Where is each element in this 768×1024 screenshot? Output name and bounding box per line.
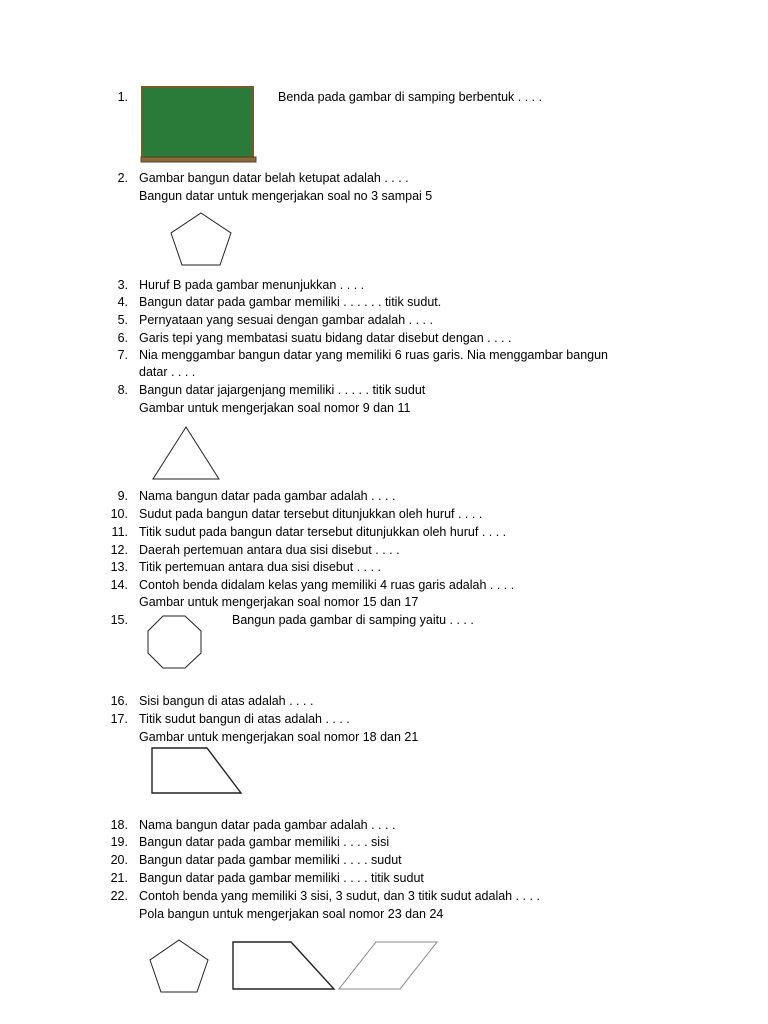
- question-text: Pernyataan yang sesuai dengan gambar adalah . . . .: [139, 313, 433, 327]
- question-number: 19.: [110, 835, 128, 849]
- blackboard-figure: [141, 86, 256, 163]
- question-text: Nama bangun datar pada gambar adalah . . . .: [139, 818, 396, 832]
- question-text: Nama bangun datar pada gambar adalah . . . .: [139, 489, 396, 503]
- question-text: Sudut pada bangun datar tersebut ditunjukkan oleh huruf . . . .: [139, 507, 483, 521]
- question-number: 13.: [110, 560, 128, 574]
- question-text: Nia menggambar bangun datar yang memiliki 6 ruas garis. Nia menggambar bangun: [139, 348, 609, 362]
- question-number: 5.: [117, 313, 128, 327]
- pattern-pentagon-figure: [149, 938, 211, 994]
- trapezoid-figure: [150, 746, 245, 796]
- question-number: 1.: [117, 90, 128, 104]
- question-number: 8.: [117, 383, 128, 397]
- question-text: Contoh benda yang memiliki 3 sisi, 3 sudut, dan 3 titik sudut adalah . . . .: [139, 889, 540, 903]
- question-text: Bangun datar pada gambar memiliki . . . . titik sudut: [139, 871, 424, 885]
- question-text: Bangun pada gambar di samping yaitu . . . .: [232, 613, 474, 627]
- question-text: Gambar bangun datar belah ketupat adalah . . . .: [139, 171, 409, 185]
- section-heading: Pola bangun untuk mengerjakan soal nomor 23 dan 24: [139, 907, 444, 921]
- question-number: 6.: [117, 331, 128, 345]
- question-number: 22.: [110, 889, 128, 903]
- question-number: 3.: [117, 278, 128, 292]
- question-number: 12.: [110, 543, 128, 557]
- question-number: 21.: [110, 871, 128, 885]
- question-text: Bangun datar pada gambar memiliki . . . . sisi: [139, 835, 390, 849]
- question-number: 17.: [110, 712, 128, 726]
- question-text: Bangun datar pada gambar memiliki . . . . . . titik sudut.: [139, 295, 442, 309]
- question-number: 18.: [110, 818, 128, 832]
- question-number: 2.: [117, 171, 128, 185]
- section-heading: Gambar untuk mengerjakan soal nomor 18 dan 21: [139, 730, 419, 744]
- question-text-continued: datar . . . .: [139, 365, 196, 379]
- question-text: Sisi bangun di atas adalah . . . .: [139, 694, 314, 708]
- question-text: Bangun datar jajargenjang memiliki . . . . . titik sudut: [139, 383, 426, 397]
- question-number: 15.: [110, 613, 128, 627]
- question-text: Garis tepi yang membatasi suatu bidang datar disebut dengan . . . .: [139, 331, 512, 345]
- question-number: 16.: [110, 694, 128, 708]
- section-heading: Gambar untuk mengerjakan soal nomor 15 dan 17: [139, 595, 419, 609]
- triangle-figure: [152, 425, 222, 481]
- question-text: Contoh benda didalam kelas yang memiliki 4 ruas garis adalah . . . .: [139, 578, 515, 592]
- question-text: Titik sudut bangun di atas adalah . . . .: [139, 712, 350, 726]
- question-number: 11.: [111, 525, 128, 539]
- octagon-figure: [146, 614, 204, 670]
- question-number: 20.: [110, 853, 128, 867]
- question-text: Bangun datar pada gambar memiliki . . . . sudut: [139, 853, 402, 867]
- question-number: 7.: [117, 348, 128, 362]
- section-heading: Gambar untuk mengerjakan soal nomor 9 dan 11: [139, 401, 411, 415]
- pentagon-figure: [170, 211, 234, 267]
- question-number: 10.: [110, 507, 128, 521]
- question-number: 14.: [110, 578, 128, 592]
- question-number: 4.: [117, 295, 128, 309]
- question-text: Titik sudut pada bangun datar tersebut ditunjukkan oleh huruf . . . .: [139, 525, 507, 539]
- pattern-trapezoid-figure: [231, 940, 337, 992]
- pattern-parallelogram-figure: [338, 940, 440, 992]
- question-text: Benda pada gambar di samping berbentuk . . . .: [278, 90, 543, 104]
- question-text: Daerah pertemuan antara dua sisi disebut . . . .: [139, 543, 400, 557]
- question-text: Huruf B pada gambar menunjukkan . . . .: [139, 278, 365, 292]
- question-text: Titik pertemuan antara dua sisi disebut . . . .: [139, 560, 382, 574]
- section-heading: Bangun datar untuk mengerjakan soal no 3 sampai 5: [139, 189, 433, 203]
- question-number: 9.: [117, 489, 128, 503]
